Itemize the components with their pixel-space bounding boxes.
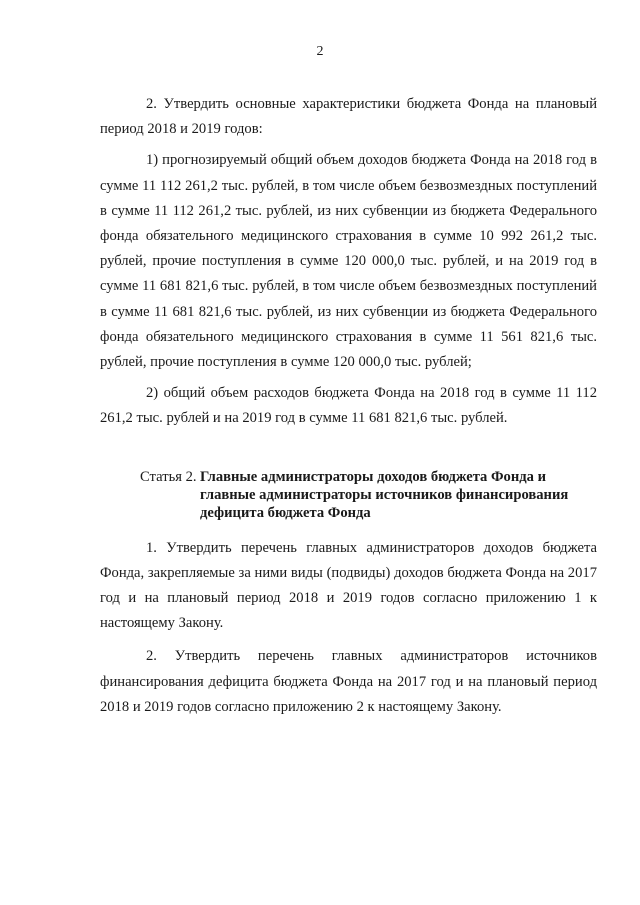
article-2-paragraph-2: 2. Утвердить перечень главных администраторов источников финансирования дефицита бюджета Фонда на 2017 год и на плановый период 2018 и 2019 годов согласно приложению 2 к настоящему Закону. <box>100 648 597 715</box>
page-number: 2 <box>316 44 324 59</box>
subparagraph-1-revenue: 1) прогнозируемый общий объем доходов бюджета Фонда на 2018 год в сумме 11 112 261,2 тыс. рублей, в том числе объем безвозмездных поступлений в сумме 11 112 261,2 тыс. рублей, из них субвенции из бюджета Федерального фонда обязательного медицинского страхования в сумме 10 992 261,2 тыс. рублей, прочие поступления в сумме 120 000,0 тыс. рублей, и на 2019 год в сумме 11 681 821,6 тыс. рублей, в том числе объем безвозмездных поступлений в сумме 11 681 821,6 тыс. рублей, из них субвенции из бюджета Федерального фонда обязательного медицинского страхования в сумме 11 561 821,6 тыс. рублей, прочие поступления в сумме 120 000,0 тыс. рублей; <box>100 152 597 371</box>
article-2-paragraph-1: 1. Утвердить перечень главных администраторов доходов бюджета Фонда, закрепляемые за ними виды (подвиды) доходов бюджета Фонда на 2017 год и на плановый период 2018 и 2019 годов согласно приложению 1 к настоящему Закону. <box>100 539 597 632</box>
paragraph-2-budget-characteristics: 2. Утвердить основные характеристики бюджета Фонда на плановый период 2018 и 2019 годов: <box>100 96 597 138</box>
subparagraph-2-expenditure: 2) общий объем расходов бюджета Фонда на 2018 год в сумме 11 112 261,2 тыс. рублей и на 2019 год в сумме 11 681 821,6 тыс. рублей. <box>100 385 597 427</box>
article-2-heading <box>100 468 597 522</box>
article-title: Главные администраторы доходов бюджета Фонда и главные администраторы источников финансирования дефицита бюджета Фонда <box>200 468 569 521</box>
article-number: Статья 2. <box>140 468 197 485</box>
document-body <box>100 92 597 728</box>
